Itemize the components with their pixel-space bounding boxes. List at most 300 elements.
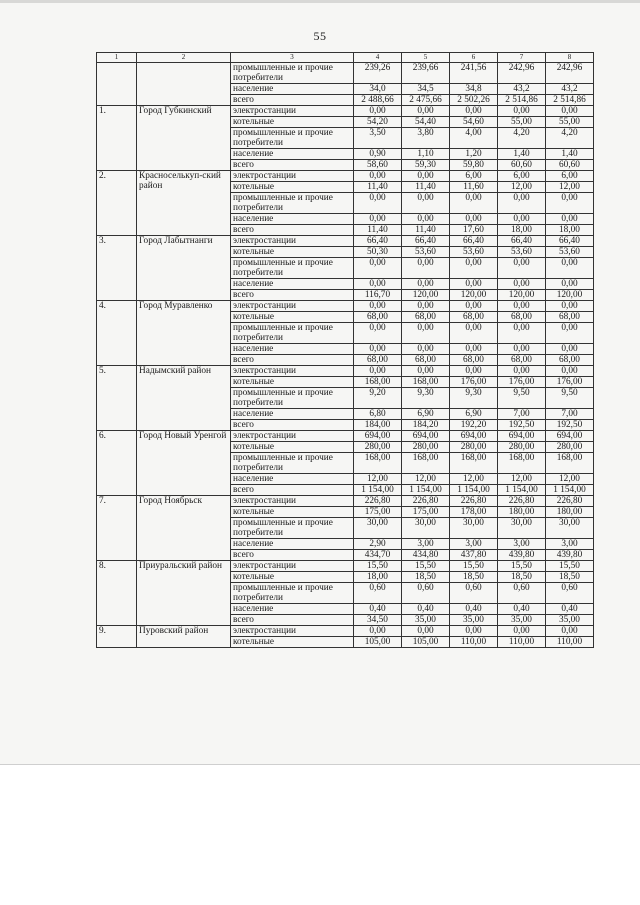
value-cell: 4,00 — [450, 128, 498, 149]
value-cell: 0,00 — [450, 301, 498, 312]
value-cell: 12,00 — [450, 474, 498, 485]
value-cell: 15,50 — [402, 561, 450, 572]
value-cell: 694,00 — [498, 431, 546, 442]
value-cell: 1,20 — [450, 149, 498, 160]
value-cell: 0,00 — [546, 214, 594, 225]
region-name-cell: Приуральский район — [137, 561, 231, 626]
value-cell: 0,00 — [450, 344, 498, 355]
value-cell: 0,00 — [498, 344, 546, 355]
region-name-cell: Надымский район — [137, 366, 231, 431]
value-cell: 168,00 — [354, 377, 402, 388]
value-cell: 6,80 — [354, 409, 402, 420]
value-cell: 0,00 — [498, 279, 546, 290]
category-cell: всего — [231, 225, 354, 236]
value-cell: 0,00 — [498, 106, 546, 117]
row-number-cell: 7. — [97, 496, 137, 561]
row-number-cell: 8. — [97, 561, 137, 626]
category-cell: население — [231, 214, 354, 225]
category-cell: котельные — [231, 117, 354, 128]
value-cell: 0,00 — [402, 344, 450, 355]
value-cell: 11,40 — [354, 182, 402, 193]
value-cell: 0,60 — [450, 583, 498, 604]
value-cell: 9,50 — [498, 388, 546, 409]
value-cell: 17,60 — [450, 225, 498, 236]
value-cell: 59,30 — [402, 160, 450, 171]
value-cell: 3,00 — [450, 539, 498, 550]
value-cell: 0,00 — [546, 106, 594, 117]
value-cell: 168,00 — [402, 453, 450, 474]
value-cell: 439,80 — [498, 550, 546, 561]
value-cell: 280,00 — [546, 442, 594, 453]
column-number: 4 — [354, 53, 402, 63]
value-cell: 0,00 — [354, 171, 402, 182]
category-cell: промышленные и прочие потребители — [231, 323, 354, 344]
table-row — [97, 496, 594, 507]
row-number-cell: 3. — [97, 236, 137, 301]
value-cell: 68,00 — [402, 312, 450, 323]
value-cell: 18,50 — [498, 572, 546, 583]
value-cell: 53,60 — [402, 247, 450, 258]
value-cell: 3,00 — [546, 539, 594, 550]
value-cell: 0,00 — [546, 323, 594, 344]
value-cell: 34,5 — [402, 84, 450, 95]
category-cell: электростанции — [231, 366, 354, 377]
value-cell: 0,00 — [546, 344, 594, 355]
row-number-cell: 9. — [97, 626, 137, 648]
value-cell: 0,00 — [402, 171, 450, 182]
value-cell: 0,00 — [354, 344, 402, 355]
value-cell: 0,00 — [402, 366, 450, 377]
column-number: 6 — [450, 53, 498, 63]
row-number-cell — [97, 63, 137, 106]
value-cell: 242,96 — [498, 63, 546, 84]
value-cell: 0,40 — [450, 604, 498, 615]
value-cell: 434,70 — [354, 550, 402, 561]
category-cell: всего — [231, 485, 354, 496]
value-cell: 34,0 — [354, 84, 402, 95]
value-cell: 180,00 — [546, 507, 594, 518]
row-number-cell: 5. — [97, 366, 137, 431]
value-cell: 110,00 — [546, 637, 594, 648]
value-cell: 0,00 — [402, 106, 450, 117]
column-number: 5 — [402, 53, 450, 63]
value-cell: 6,00 — [498, 171, 546, 182]
value-cell: 30,00 — [546, 518, 594, 539]
value-cell: 0,00 — [354, 214, 402, 225]
value-cell: 11,40 — [402, 182, 450, 193]
table-row — [97, 63, 594, 84]
value-cell: 68,00 — [450, 355, 498, 366]
value-cell: 3,00 — [498, 539, 546, 550]
value-cell: 0,00 — [546, 626, 594, 637]
category-cell: электростанции — [231, 431, 354, 442]
value-cell: 53,60 — [450, 247, 498, 258]
table-row — [97, 626, 594, 637]
value-cell: 1 154,00 — [402, 485, 450, 496]
value-cell: 11,40 — [354, 225, 402, 236]
value-cell: 0,00 — [546, 279, 594, 290]
value-cell: 66,40 — [402, 236, 450, 247]
value-cell: 43,2 — [498, 84, 546, 95]
value-cell: 12,00 — [402, 474, 450, 485]
table-row — [97, 431, 594, 442]
value-cell: 12,00 — [546, 182, 594, 193]
value-cell: 116,70 — [354, 290, 402, 301]
value-cell: 6,00 — [546, 171, 594, 182]
value-cell: 0,00 — [354, 258, 402, 279]
value-cell: 9,50 — [546, 388, 594, 409]
value-cell: 105,00 — [402, 637, 450, 648]
value-cell: 0,00 — [450, 626, 498, 637]
value-cell: 0,00 — [402, 258, 450, 279]
table-row — [97, 561, 594, 572]
value-cell: 68,00 — [402, 355, 450, 366]
category-cell: котельные — [231, 377, 354, 388]
value-cell: 15,50 — [498, 561, 546, 572]
column-number: 1 — [97, 53, 137, 63]
value-cell: 18,50 — [402, 572, 450, 583]
value-cell: 1 154,00 — [498, 485, 546, 496]
value-cell: 1,40 — [498, 149, 546, 160]
value-cell: 434,80 — [402, 550, 450, 561]
value-cell: 0,00 — [354, 106, 402, 117]
value-cell: 7,00 — [498, 409, 546, 420]
value-cell: 1 154,00 — [450, 485, 498, 496]
value-cell: 184,20 — [402, 420, 450, 431]
value-cell: 60,60 — [546, 160, 594, 171]
value-cell: 120,00 — [546, 290, 594, 301]
category-cell: электростанции — [231, 236, 354, 247]
value-cell: 105,00 — [354, 637, 402, 648]
category-cell: население — [231, 149, 354, 160]
category-cell: котельные — [231, 507, 354, 518]
value-cell: 30,00 — [354, 518, 402, 539]
value-cell: 18,50 — [450, 572, 498, 583]
value-cell: 226,80 — [546, 496, 594, 507]
value-cell: 0,00 — [546, 366, 594, 377]
value-cell: 68,00 — [498, 312, 546, 323]
value-cell: 54,40 — [402, 117, 450, 128]
value-cell: 66,40 — [450, 236, 498, 247]
category-cell: котельные — [231, 572, 354, 583]
page-number: 55 — [313, 29, 327, 43]
value-cell: 34,8 — [450, 84, 498, 95]
row-number-cell: 4. — [97, 301, 137, 366]
value-cell: 241,56 — [450, 63, 498, 84]
value-cell: 9,30 — [450, 388, 498, 409]
value-cell: 0,00 — [498, 193, 546, 214]
value-cell: 2 514,86 — [498, 95, 546, 106]
value-cell: 9,30 — [402, 388, 450, 409]
value-cell: 12,00 — [498, 182, 546, 193]
scan-edge — [0, 0, 640, 3]
value-cell: 0,00 — [354, 626, 402, 637]
region-name-cell: Город Муравленко — [137, 301, 231, 366]
value-cell: 175,00 — [402, 507, 450, 518]
region-name-cell: Город Ноябрьск — [137, 496, 231, 561]
value-cell: 694,00 — [450, 431, 498, 442]
column-number: 8 — [546, 53, 594, 63]
value-cell: 280,00 — [450, 442, 498, 453]
value-cell: 1,10 — [402, 149, 450, 160]
category-cell: население — [231, 84, 354, 95]
value-cell: 226,80 — [402, 496, 450, 507]
value-cell: 0,00 — [498, 301, 546, 312]
category-cell: всего — [231, 160, 354, 171]
value-cell: 694,00 — [546, 431, 594, 442]
value-cell: 168,00 — [402, 377, 450, 388]
value-cell: 54,20 — [354, 117, 402, 128]
value-cell: 2 488,66 — [354, 95, 402, 106]
value-cell: 30,00 — [498, 518, 546, 539]
value-cell: 0,60 — [498, 583, 546, 604]
value-cell: 2,90 — [354, 539, 402, 550]
value-cell: 12,00 — [498, 474, 546, 485]
value-cell: 0,00 — [354, 193, 402, 214]
table-row — [97, 366, 594, 377]
value-cell: 0,00 — [402, 193, 450, 214]
value-cell: 12,00 — [546, 474, 594, 485]
value-cell: 0,00 — [498, 366, 546, 377]
category-cell: котельные — [231, 312, 354, 323]
value-cell: 694,00 — [402, 431, 450, 442]
value-cell: 6,90 — [402, 409, 450, 420]
value-cell: 175,00 — [354, 507, 402, 518]
value-cell: 242,96 — [546, 63, 594, 84]
table-row — [97, 236, 594, 247]
data-table — [96, 52, 594, 648]
category-cell: всего — [231, 290, 354, 301]
column-number: 3 — [231, 53, 354, 63]
value-cell: 18,00 — [498, 225, 546, 236]
value-cell: 59,80 — [450, 160, 498, 171]
category-cell: электростанции — [231, 301, 354, 312]
value-cell: 0,00 — [450, 214, 498, 225]
value-cell: 168,00 — [450, 453, 498, 474]
category-cell: промышленные и прочие потребители — [231, 63, 354, 84]
value-cell: 35,00 — [546, 615, 594, 626]
value-cell: 2 514,86 — [546, 95, 594, 106]
value-cell: 12,00 — [354, 474, 402, 485]
value-cell: 50,30 — [354, 247, 402, 258]
value-cell: 0,00 — [450, 258, 498, 279]
value-cell: 68,00 — [546, 355, 594, 366]
value-cell: 34,50 — [354, 615, 402, 626]
value-cell: 43,2 — [546, 84, 594, 95]
region-name-cell: Пуровский район — [137, 626, 231, 648]
value-cell: 437,80 — [450, 550, 498, 561]
value-cell: 192,20 — [450, 420, 498, 431]
category-cell: промышленные и прочие потребители — [231, 518, 354, 539]
region-name-cell: Город Новый Уренгой — [137, 431, 231, 496]
category-cell: промышленные и прочие потребители — [231, 453, 354, 474]
value-cell: 2 502,26 — [450, 95, 498, 106]
category-cell: население — [231, 409, 354, 420]
value-cell: 53,60 — [546, 247, 594, 258]
value-cell: 0,40 — [402, 604, 450, 615]
value-cell: 0,00 — [402, 279, 450, 290]
category-cell: всего — [231, 615, 354, 626]
category-cell: всего — [231, 355, 354, 366]
row-number-cell: 6. — [97, 431, 137, 496]
value-cell: 66,40 — [354, 236, 402, 247]
category-cell: население — [231, 604, 354, 615]
value-cell: 168,00 — [546, 453, 594, 474]
value-cell: 0,00 — [402, 626, 450, 637]
value-cell: 0,60 — [546, 583, 594, 604]
value-cell: 239,66 — [402, 63, 450, 84]
value-cell: 280,00 — [402, 442, 450, 453]
value-cell: 184,00 — [354, 420, 402, 431]
value-cell: 120,00 — [402, 290, 450, 301]
value-cell: 0,00 — [498, 323, 546, 344]
row-number-cell: 1. — [97, 106, 137, 171]
value-cell: 0,00 — [498, 258, 546, 279]
region-name-cell — [137, 63, 231, 106]
value-cell: 7,00 — [546, 409, 594, 420]
category-cell: электростанции — [231, 496, 354, 507]
category-cell: промышленные и прочие потребители — [231, 258, 354, 279]
value-cell: 0,00 — [546, 258, 594, 279]
value-cell: 0,60 — [402, 583, 450, 604]
category-cell: промышленные и прочие потребители — [231, 388, 354, 409]
value-cell: 2 475,66 — [402, 95, 450, 106]
value-cell: 178,00 — [450, 507, 498, 518]
value-cell: 35,00 — [498, 615, 546, 626]
value-cell: 1,40 — [546, 149, 594, 160]
value-cell: 439,80 — [546, 550, 594, 561]
value-cell: 55,00 — [546, 117, 594, 128]
value-cell: 68,00 — [354, 312, 402, 323]
value-cell: 35,00 — [450, 615, 498, 626]
value-cell: 3,80 — [402, 128, 450, 149]
table-row — [97, 106, 594, 117]
value-cell: 192,50 — [546, 420, 594, 431]
value-cell: 226,80 — [450, 496, 498, 507]
region-name-cell: Город Лабытнанги — [137, 236, 231, 301]
value-cell: 11,60 — [450, 182, 498, 193]
value-cell: 0,60 — [354, 583, 402, 604]
value-cell: 15,50 — [546, 561, 594, 572]
value-cell: 0,90 — [354, 149, 402, 160]
header-row — [97, 53, 594, 63]
value-cell: 176,00 — [498, 377, 546, 388]
value-cell: 110,00 — [498, 637, 546, 648]
value-cell: 4,20 — [546, 128, 594, 149]
value-cell: 6,00 — [450, 171, 498, 182]
value-cell: 3,00 — [402, 539, 450, 550]
value-cell: 11,40 — [402, 225, 450, 236]
value-cell: 0,00 — [450, 106, 498, 117]
value-cell: 68,00 — [354, 355, 402, 366]
category-cell: промышленные и прочие потребители — [231, 193, 354, 214]
value-cell: 0,00 — [402, 214, 450, 225]
column-number: 7 — [498, 53, 546, 63]
value-cell: 30,00 — [450, 518, 498, 539]
category-cell: всего — [231, 420, 354, 431]
value-cell: 110,00 — [450, 637, 498, 648]
value-cell: 1 154,00 — [546, 485, 594, 496]
value-cell: 68,00 — [546, 312, 594, 323]
category-cell: население — [231, 539, 354, 550]
value-cell: 176,00 — [546, 377, 594, 388]
column-number: 2 — [137, 53, 231, 63]
value-cell: 18,00 — [546, 225, 594, 236]
value-cell: 58,60 — [354, 160, 402, 171]
value-cell: 192,50 — [498, 420, 546, 431]
value-cell: 66,40 — [546, 236, 594, 247]
value-cell: 55,00 — [498, 117, 546, 128]
category-cell: котельные — [231, 637, 354, 648]
value-cell: 0,00 — [354, 366, 402, 377]
value-cell: 15,50 — [354, 561, 402, 572]
value-cell: 3,50 — [354, 128, 402, 149]
value-cell: 68,00 — [498, 355, 546, 366]
region-name-cell: Город Губкинский — [137, 106, 231, 171]
category-cell: всего — [231, 95, 354, 106]
value-cell: 239,26 — [354, 63, 402, 84]
category-cell: электростанции — [231, 171, 354, 182]
category-cell: население — [231, 279, 354, 290]
value-cell: 280,00 — [498, 442, 546, 453]
value-cell: 0,00 — [450, 366, 498, 377]
category-cell: промышленные и прочие потребители — [231, 583, 354, 604]
value-cell: 18,00 — [354, 572, 402, 583]
value-cell: 694,00 — [354, 431, 402, 442]
value-cell: 0,00 — [354, 279, 402, 290]
value-cell: 54,60 — [450, 117, 498, 128]
value-cell: 4,20 — [498, 128, 546, 149]
value-cell: 53,60 — [498, 247, 546, 258]
value-cell: 0,40 — [546, 604, 594, 615]
value-cell: 0,40 — [354, 604, 402, 615]
value-cell: 0,00 — [450, 279, 498, 290]
value-cell: 0,00 — [498, 626, 546, 637]
value-cell: 120,00 — [498, 290, 546, 301]
value-cell: 6,90 — [450, 409, 498, 420]
region-name-cell: Красноселькуп-ский район — [137, 171, 231, 236]
value-cell: 226,80 — [498, 496, 546, 507]
value-cell: 35,00 — [402, 615, 450, 626]
value-cell: 0,00 — [354, 301, 402, 312]
value-cell: 1 154,00 — [354, 485, 402, 496]
value-cell: 0,00 — [546, 301, 594, 312]
value-cell: 0,00 — [354, 323, 402, 344]
category-cell: электростанции — [231, 561, 354, 572]
category-cell: электростанции — [231, 106, 354, 117]
category-cell: котельные — [231, 247, 354, 258]
table-row — [97, 301, 594, 312]
value-cell: 0,00 — [450, 193, 498, 214]
value-cell: 226,80 — [354, 496, 402, 507]
value-cell: 18,50 — [546, 572, 594, 583]
value-cell: 120,00 — [450, 290, 498, 301]
value-cell: 9,20 — [354, 388, 402, 409]
category-cell: всего — [231, 550, 354, 561]
row-number-cell: 2. — [97, 171, 137, 236]
value-cell: 0,00 — [402, 301, 450, 312]
value-cell: 0,40 — [498, 604, 546, 615]
value-cell: 180,00 — [498, 507, 546, 518]
category-cell: котельные — [231, 442, 354, 453]
value-cell: 0,00 — [546, 193, 594, 214]
category-cell: промышленные и прочие потребители — [231, 128, 354, 149]
value-cell: 30,00 — [402, 518, 450, 539]
value-cell: 68,00 — [450, 312, 498, 323]
category-cell: население — [231, 474, 354, 485]
value-cell: 176,00 — [450, 377, 498, 388]
table-row — [97, 171, 594, 182]
